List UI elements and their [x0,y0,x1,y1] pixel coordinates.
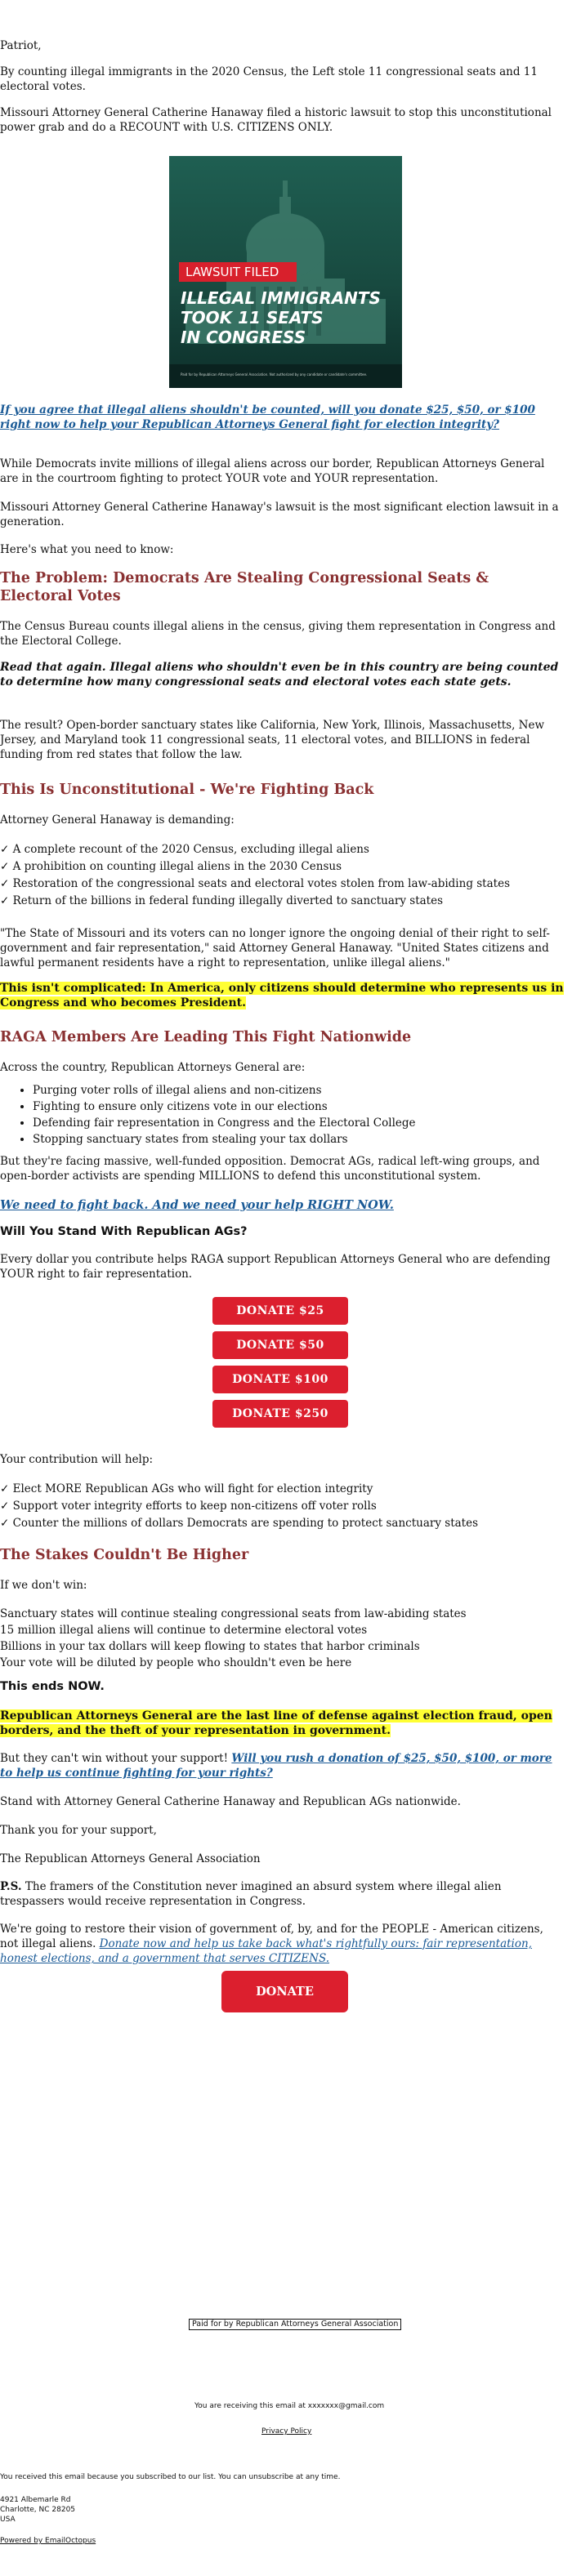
hero-headline [181,288,397,347]
paragraph-if-we-dont-win: If we don't win: [0,1579,87,1592]
contribution-item: ✓ Support voter integrity efforts to keep non-citizens off voter rolls [0,1500,377,1513]
raga-actions-list [0,1082,564,1148]
stakes-lines [0,1606,564,1671]
stakes-line: Your vote will be diluted by people who shouldn't even be here [0,1656,352,1669]
stakes-line: Billions in your tax dollars will keep flowing to states that harbor criminals [0,1640,420,1653]
contribution-item: ✓ Elect MORE Republican AGs who will fight for election integrity [0,1482,373,1495]
paragraph-census: The Census Bureau counts illegal aliens in the census, giving them representation in Congress and the Electoral College. [0,620,556,648]
heading-unconstitutional: This Is Unconstitutional - We're Fighting Back [0,782,374,798]
stakes-line: Sanctuary states will continue stealing congressional seats from law-abiding states [0,1607,467,1620]
stand-with-heading: Will You Stand With Republican AGs? [0,1225,248,1238]
paragraph-across: Across the country, Republican Attorneys General are: [0,1061,306,1074]
paragraph-stand: Stand with Attorney General Catherine Hanaway and Republican AGs nationwide. [0,1795,461,1808]
paragraph-lawsuit: Missouri Attorney General Catherine Hanaway's lawsuit is the most significant election lawsuit in a generation. [0,501,559,528]
paragraph-every-dollar: Every dollar you contribute helps RAGA support Republican Attorneys General who are defending YOUR right to fair representation. [0,1253,551,1281]
fight-back-link[interactable]: We need to fight back. And we need your help RIGHT NOW. [0,1198,394,1212]
list-item: • Purging voter rolls of illegal aliens and non-citizens [33,1082,564,1099]
list-item: • Defending fair representation in Congress and the Electoral College [33,1115,564,1131]
paragraph-support-ask [0,1751,564,1780]
heading-stakes: The Stakes Couldn't Be Higher [0,1547,249,1563]
donate-ask-link-2[interactable]: Will you rush a donation of $25, $50, $100, or more to help us continue fighting for your rights? [0,1752,552,1780]
heading-raga-members: RAGA Members Are Leading This Fight Nationwide [0,1029,412,1045]
greeting: Patriot, [0,39,42,52]
hero-caption: Paid for by Republican Attorneys General Association. Not authorized by any candidate or candidate's committee. [181,372,368,377]
paragraph-opposition: But they're facing massive, well-funded opposition. Democrat AGs, radical left-wing groups, and open-border activists are spending MILLIONS to defend this unconstitutional system. [0,1155,540,1183]
ps-label: P.S. [0,1880,22,1893]
final-text: We're going to restore their vision of government of, by, and for the PEOPLE - American citizens, not illegal aliens. [0,1923,543,1950]
privacy-policy-link[interactable]: Privacy Policy [261,2427,312,2436]
paragraph-read-again: Read that again. Illegal aliens who shouldn't even be in this country are being counted to determine how many congressional seats and electoral votes each state gets. [0,661,559,689]
address-line-3: USA [0,2516,16,2524]
demand-item: ✓ Return of the billions in federal funding illegally diverted to sanctuary states [0,894,444,907]
paragraph-know: Here's what you need to know: [0,543,174,556]
paragraph-democrats: While Democrats invite millions of illegal aliens across our border, Republican Attorneys General are in the courtroom fighting to protect YOUR vote and YOUR representation. [0,457,545,485]
donate-250-button[interactable]: DONATE $250 [212,1400,348,1428]
donate-final-link[interactable]: Donate now and help us take back what's rightfully ours: fair representation, honest elections, and a government that serves CITIZENS. [0,1937,532,1965]
paragraph-final [0,1922,564,1966]
signature: The Republican Attorneys General Association [0,1852,261,1865]
intro-paragraph-1: By counting illegal immigrants in the 2020 Census, the Left stole 11 congressional seats and 11 electoral votes. [0,65,538,93]
list-item: • Fighting to ensure only citizens vote in our elections [33,1099,564,1115]
stakes-line: 15 million illegal aliens will continue to determine electoral votes [0,1624,368,1637]
heading-the-problem: The Problem: Democrats Are Stealing Congressional Seats & Electoral Votes [0,570,489,604]
thanks-line: Thank you for your support, [0,1824,157,1837]
ps-text: The framers of the Constitution never imagined an absurd system where illegal alien trespassers would receive representation in Congress. [0,1880,502,1908]
lawsuit-filed-banner: LAWSUIT FILED [179,262,297,282]
paragraph-result: The result? Open-border sanctuary states like California, New York, Illinois, Massachusetts, New Jersey, and Maryland took 11 congressional seats, 11 electoral votes, and BILLIONS in federal funding from red states that follow the law. [0,719,545,761]
receiving-email-notice: You are receiving this email at xxxxxxx@gmail.com [194,2402,385,2410]
quote-hanaway: "The State of Missouri and its voters can no longer ignore the ongoing denial of their right to self-government and fair representation," said Attorney General Hanaway. "United States citizens and lawful permanent residents have a right to representation, unlike illegal aliens." [0,927,550,969]
demand-item: ✓ A prohibition on counting illegal aliens in the 2030 Census [0,860,342,873]
powered-by-link[interactable]: Powered by EmailOctopus [0,2537,96,2545]
postscript [0,1879,564,1909]
demands-list [0,841,564,910]
contribution-item: ✓ Counter the millions of dollars Democrats are spending to protect sanctuary states [0,1517,479,1530]
support-ask-text: But they can't win without your support! [0,1752,232,1765]
ends-now: This ends NOW. [0,1680,105,1693]
donate-25-button[interactable]: DONATE $25 [212,1297,348,1325]
contribution-list [0,1481,564,1532]
paid-for-disclaimer: Paid for by Republican Attorneys General Association [189,2319,401,2330]
hero-line-2: TOOK 11 SEATS [181,308,324,328]
demand-item: ✓ A complete recount of the 2020 Census, excluding illegal aliens [0,843,369,856]
donate-ask-link-1[interactable]: If you agree that illegal aliens shouldn't be counted, will you donate $25, $50, or $100 right now to help your Republican Attorneys General fight for election integrity? [0,403,535,431]
highlight-last-line: Republican Attorneys General are the last line of defense against election fraud, open borders, and the theft of your representation in government. [0,1709,552,1737]
subscription-reason: You received this email because you subscribed to our list. You can unsubscribe at any time. [0,2473,341,2481]
donate-50-button[interactable]: DONATE $50 [212,1331,348,1359]
paragraph-demanding: Attorney General Hanaway is demanding: [0,813,235,827]
address-line-1: 4921 Albemarle Rd [0,2496,71,2504]
address-line-2: Charlotte, NC 28205 [0,2506,76,2514]
paragraph-contribution: Your contribution will help: [0,1453,154,1466]
hero-line-3: IN CONGRESS [181,328,306,347]
donate-main-button[interactable]: DONATE [221,1971,348,2012]
hero-image[interactable] [169,156,402,388]
demand-item: ✓ Restoration of the congressional seats and electoral votes stolen from law-abiding states [0,877,510,890]
intro-paragraph-2: Missouri Attorney General Catherine Hanaway filed a historic lawsuit to stop this unconstitutional power grab and do a RECOUNT with U.S. CITIZENS ONLY. [0,106,552,134]
highlight-citizens: This isn't complicated: In America, only citizens should determine who represents us in Congress and who becomes President. [0,982,564,1009]
hero-line-1: ILLEGAL IMMIGRANTS [181,288,381,308]
donate-100-button[interactable]: DONATE $100 [212,1366,348,1393]
list-item: • Stopping sanctuary states from stealing your tax dollars [33,1131,564,1148]
